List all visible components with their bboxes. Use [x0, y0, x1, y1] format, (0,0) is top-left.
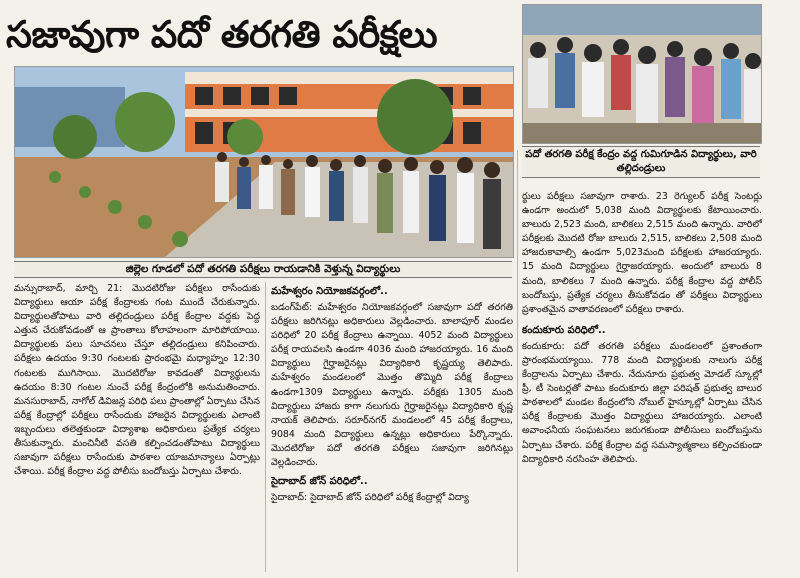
column-divider: [265, 282, 266, 572]
photo-illustration: [15, 67, 513, 257]
column-2-body-continued: సైదాబాద్: సైదాబాద్ జోన్ పరిధిలో పరీక్ష కేంద్రాల్లో విద్యా: [271, 492, 469, 504]
photo-illustration: [523, 5, 761, 143]
students-walking-photo: [14, 66, 514, 258]
column-2-body: బడంగ్‌పేట్: మహేశ్వరం నియోజకవర్గంలో సజావుగా పదో తరగతి పరీక్షలు జరిగినట్లు అధికారులు వెల్లడించారు. బాలాపూర్ మండల పరిధిలో 20 పరీక్ష కేంద్రాలు ఉన్నాయి. 4052 మంది విద్యార్థులు పరీక్ష రాయవలసి ఉండగా 4036 మంది హాజరయ్యారు. 16 మంది విద్యార్థులు గైర్హాజరైనట్లు విద్యాధికారి కృష్ణయ్య తెలిపారు. మహేశ్వరం మండలంలో మొత్తం తొమ్మిది పరీక్ష కేంద్రాలు ఉండగా1309 విద్యార్థులు ఉన్నారు. పరీక్షకు 1305 మంది విద్యార్థులు హాజరు కాగా నలుగురు గైర్హాజరైనట్లు విద్యాధికారి కృష్ణ నాయక్ తెలిపారు. సరూర్‌నగర్ మండలంలో 45 పరీక్ష కేంద్రాలు, 9084 మంది విద్యార్థులు ఉన్నట్లు అధికారులు పేర్కొన్నారు. మొదటిరోజు పదో తరగతి పరీక్షలు సజావుగా జరిగినట్లు వెల్లడించారు.: [271, 302, 513, 469]
crowd-at-exam-center-photo: [522, 4, 762, 144]
maheshwaram-subheading: మహేశ్వరం నియోజకవర్గంలో..: [271, 286, 388, 297]
column-1-body: మన్సురాబాద్, మార్చి 21: మొదటిరోజు పరీక్షలు రాసేందుకు విద్యార్థులు ఆయా పరీక్ష కేంద్రాలకు గంట ముందే చేరుకున్నారు. విద్యార్థులతోపాటు వారి తల్లిదండ్రులు పరీక్ష కేంద్రాల వద్దకు పెద్ద ఎత్తున చేరుకోవడంతో ఆ ప్రాంతాలు కోలాహలంగా మారిపోయాయి. విద్యార్థులకు పలు సూచనలు చేస్తూ తల్లిదండ్రులు కనిపించారు. పరీక్షలు ఉదయం 9:30 గంటలకు ప్రారంభమై మధ్యాహ్నం 12:30 గంటలకు ముగిసాయి. మొదటిరోజు కావడంతో విద్యార్థులను ఉదయం 8:30 గంటల నుంచే పరీక్ష కేంద్రంలోకి అనుమతించారు. మనసురాబాద్, నాగోల్ డివిజన్ల పరిధి పలు ప్రాంతాల్లో ఏర్పాటు చేసిన పరీక్ష కేంద్రాల్లో పరీక్షలు రాసేందుకు హాజరైన విద్యార్థులకు ఎలాంటి ఇబ్బందులు తలెత్తకుండా విద్యాశాఖ అధికారులు ప్రత్యేక చర్యలు తీసుకున్నారు. మంచినీటి వసతి కల్పించడంతోపాటు విద్యార్థులు సజావుగా పరీక్షలు రాసేందుకు పాఠశాల యాజమాన్యాలు ఏర్పాట్లు చేశాయి. పరీక్ష కేంద్రాల వద్ద పోలీసు బందోబస్తు ఏర్పాటు చేశారు.: [14, 283, 260, 478]
column-3-body-continued: కందుకూరు: పదో తరగతి పరీక్షలు మండలంలో ప్రశాంతంగా ప్రారంభమయ్యాయి. 778 మంది విద్యార్థులకు నాలుగు పరీక్ష కేంద్రాలను ఏర్పాటు చేశారు. నేదునూరు ప్రభుత్వ మోడల్ స్కూల్లో ప్రీ, టీ సెంటర్లతో పాటు కందుకూరు జిల్లా పరిషత్ ప్రభుత్వ బాలుర పాఠశాలలో మండల కేంద్రంలోని నోబుల్ హైస్కూల్లో ఏర్పాటు చేసిన పరీక్ష కేంద్రాలకు మొత్తం విద్యార్థులు హాజరయ్యారు. ఎలాంటి అవాంఛనీయ సంఘటనలు జరుగకుండా పోలీసులు బందోబస్తును ఏర్పాటు చేశారు. పరీక్ష కేంద్రాల వద్ద సమస్యాత్మకాలు కల్పించకుండా విద్యాధికారి నరసింహ తెలిపారు.: [522, 340, 762, 465]
headline: సజావుగా పదో తరగతి పరీక్షలు: [6, 13, 438, 56]
saidabad-subheading: సైదాబాద్ జోన్ పరిధిలో..: [271, 476, 368, 488]
article-column-1: [14, 282, 260, 574]
article-column-2: [271, 282, 513, 574]
kandukur-subheading: కందుకూరు పరిధిలో..: [522, 324, 606, 336]
photo-right-caption: పదో తరగతి పరీక్ష కేంద్రం వద్ద గుమిగూడిన విద్యార్థులు, వారి తల్లిదండ్రులు: [522, 146, 760, 178]
article-column-3: [522, 190, 762, 574]
photo-left-caption: జిల్లెల గూడలో పదో తరగతి పరీక్షలు రాయడానికి వెళ్తున్న విద్యార్థులు: [14, 261, 512, 278]
column-divider: [517, 150, 518, 572]
column-3-body: ర్థులు పరీక్షలు సజావుగా రాశారు. 23 రెగ్యులర్ పరీక్ష సెంటర్లు ఉండగా అందులో 5,038 మంది విద్యార్థులకు కేటాయించారు. బాలురు 2,523 మంది, బాలికలు 2,515 మంది ఉన్నారు. వారిలో పరీక్షలకు మొదటి రోజు బాలురు 2,515, బాలికలు 2,508 మంది హాజరుకావాల్సి ఉండగా 5,023మంది పరీక్షలకు హాజరయ్యారు. 15 మంది విద్యార్థులు గైర్హాజరయ్యారు. అందులో బాలురు 8 మంది, బాలికలు 7 మంది ఉన్నారు. పరీక్ష కేంద్రాల వద్ద పోలీస్ బందోబస్తు, ప్రత్యేక చర్యలు తీసుకోవడం తో పరీక్షలు విద్యార్థులు ప్రశాంతమైన వాతావరణంలో పరీక్షలు రాశారు.: [522, 191, 762, 315]
